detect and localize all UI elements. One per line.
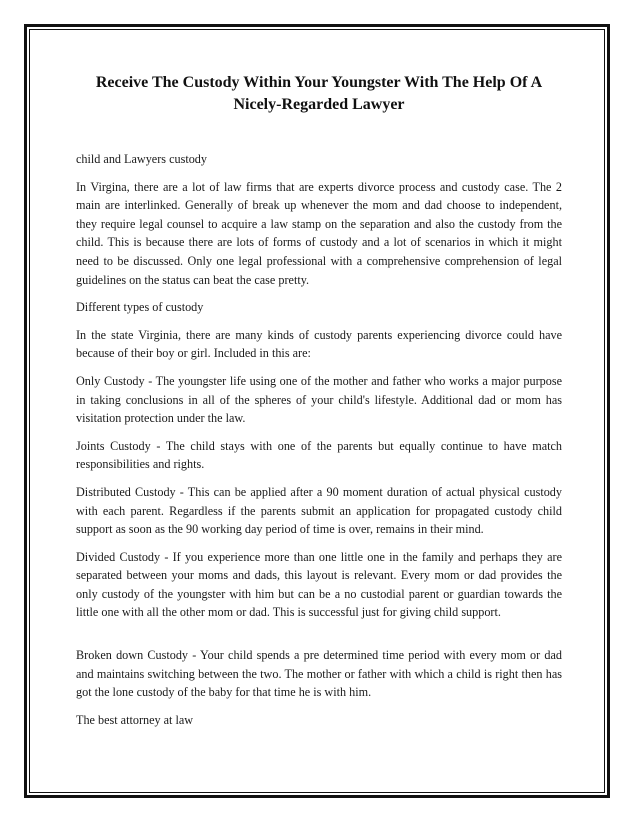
document-title: Receive The Custody Within Your Youngster With The Help Of A Nicely-Regarded Lawyer: [95, 74, 543, 113]
paragraph-virginia-law-firms: In Virgina, there are a lot of law firms that are experts divorce process and custody case. The 2 main are interlinked. Generally of break up whenever the mom and dad choose to independent, they require legal counsel to acquire a law stamp on the separation and also the custody from the child. This is because there are lots of forms of custody and a lot of scenarios in which it might need to be discussed. Only one legal professional with a comprehensive comprehension of legal guidelines on the status can beat the case pretty.: [76, 179, 562, 287]
document-body: [76, 72, 562, 738]
paragraph-best-attorney: The best attorney at law: [76, 712, 194, 727]
paragraph-types-intro: In the state Virginia, there are many kinds of custody parents experiencing divorce could have because of their boy or girl. Included in this are:: [76, 327, 562, 361]
paragraph-joint-custody: Joints Custody - The child stays with one of the parents but equally continue to have match responsibilities and rights.: [76, 438, 562, 472]
paragraph-broken-down-custody: Broken down Custody - Your child spends a pre determined time period with every mom or dad and maintains switching between the two. The mother or father with which a child is right then has got the lone custody of the baby for that time he is with him.: [76, 648, 562, 700]
paragraph-intro-label: child and Lawyers custody: [76, 152, 207, 166]
paragraph-types-heading: Different types of custody: [76, 300, 204, 315]
paragraph-only-custody: Only Custody - The youngster life using one of the mother and father who works a major purpose in taking conclusions in all of the spheres of your child's lifestyle. Additional dad or mom has visitation protection under the law.: [76, 373, 562, 426]
paragraph-divided-custody: Divided Custody - If you experience more than one little one in the family and perhaps they are separated between your moms and dads, this layout is relevant. Every mom or dad provides the only custody of the youngster with him but can be a no custodial parent or guardian towards the little one with all the other mom or dad. This is successful just for giving child support.: [76, 549, 562, 620]
paragraph-distributed-custody: Distributed Custody - This can be applied after a 90 moment duration of actual physical custody with each parent. Regardless if the parents submit an application for propagated custody child support as soon as the 90 working day period of time is over, remains in their mind.: [76, 484, 562, 537]
